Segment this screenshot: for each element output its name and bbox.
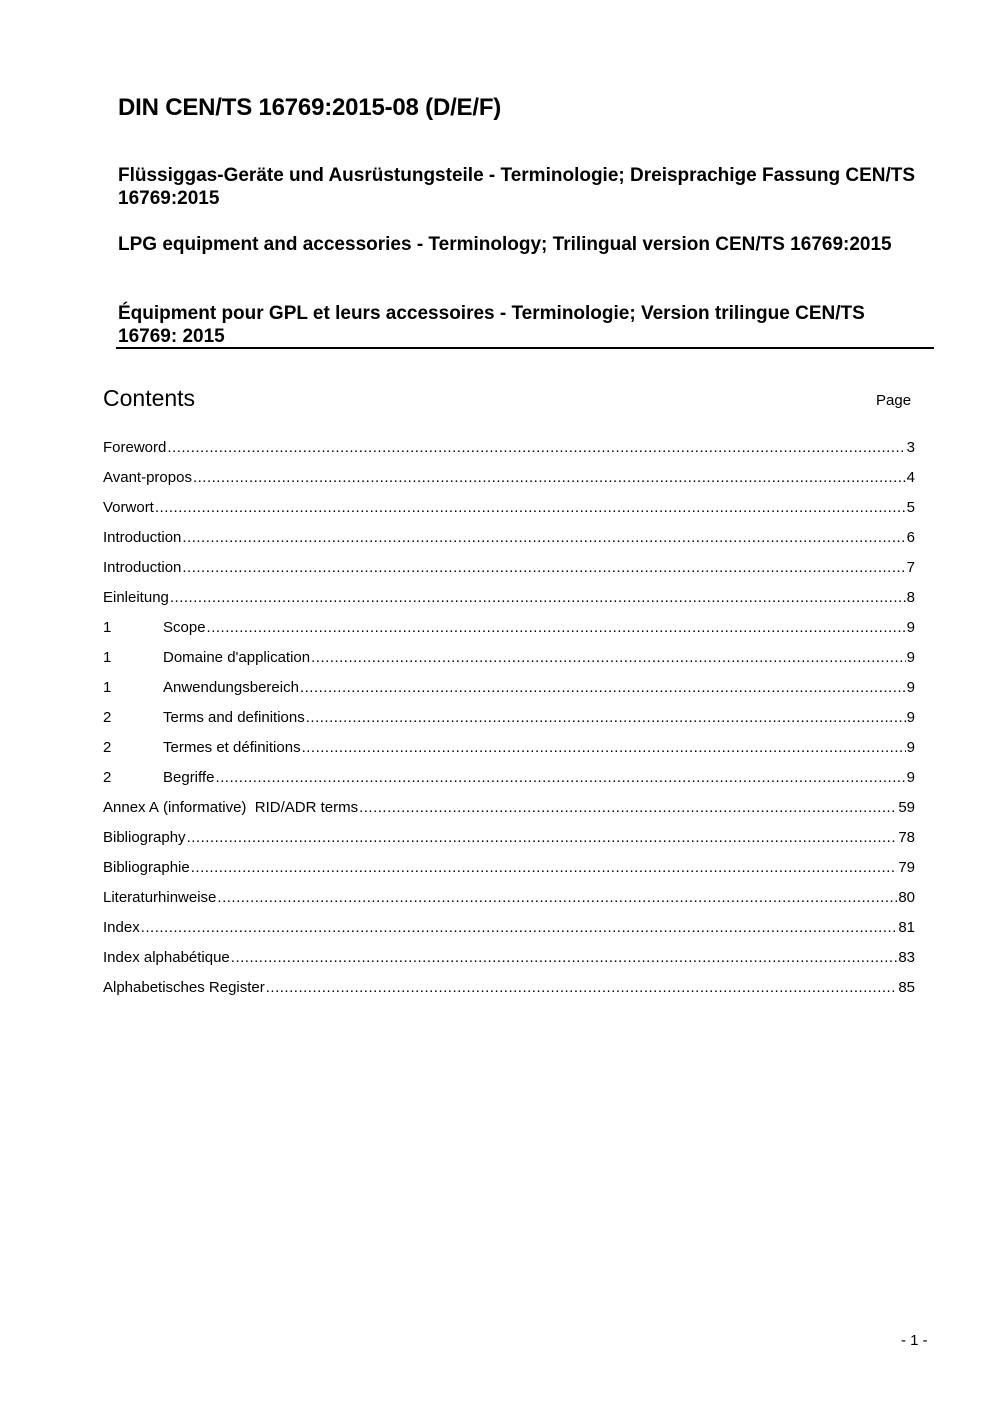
toc-entry-note: (informative) RID/ADR terms [158, 799, 359, 816]
toc-dot-leader [182, 529, 905, 546]
toc-entry-title: Begriffe [163, 769, 215, 786]
toc-entry-title: Index alphabétique [103, 949, 230, 966]
toc-dot-leader [155, 499, 906, 516]
toc-entry-scope[interactable] [103, 619, 915, 649]
toc-entry-einleitung[interactable] [103, 589, 915, 619]
toc-dot-leader [187, 829, 898, 846]
toc-entry-page: 78 [898, 829, 915, 846]
toc-entry-title: Introduction [103, 559, 182, 576]
toc-entry-bibliography[interactable] [103, 829, 915, 859]
toc-entry-page: 9 [906, 619, 915, 636]
toc-entry-number: 1 [103, 619, 112, 636]
subtitle-french: Équipment pour GPL et leurs accessoires - Terminologie; Version trilingue CEN/TS 16769: 2015 [118, 303, 865, 347]
toc-entry-terms-and-definitions[interactable] [103, 709, 915, 739]
toc-entry-index-alphabetique[interactable] [103, 949, 915, 979]
toc-entry-title: Scope [163, 619, 206, 636]
contents-heading: Contents [103, 385, 196, 411]
toc-entry-page: 9 [906, 709, 915, 726]
toc-dot-leader [215, 769, 905, 786]
toc-entry-foreword[interactable] [103, 439, 915, 469]
toc-dot-leader [302, 739, 906, 756]
toc-dot-leader [141, 919, 898, 936]
toc-entry-title: Einleitung [103, 589, 169, 606]
toc-entry-avant-propos[interactable] [103, 469, 915, 499]
toc-dot-leader [207, 619, 906, 636]
toc-entry-page: 83 [898, 949, 915, 966]
toc-entry-introduction-fr[interactable] [103, 559, 915, 589]
toc-entry-page: 3 [906, 439, 915, 456]
toc-dot-leader [182, 559, 905, 576]
toc-dot-leader [191, 859, 898, 876]
toc-entry-page: 6 [906, 529, 915, 546]
toc-entry-title: Vorwort [103, 499, 154, 516]
toc-entry-alphabetisches-register[interactable] [103, 979, 915, 1009]
toc-dot-leader [311, 649, 906, 666]
toc-dot-leader [193, 469, 906, 486]
toc-entry-domaine-application[interactable] [103, 649, 915, 679]
toc-dot-leader [167, 439, 905, 456]
toc-entry-number: 2 [103, 769, 112, 786]
toc-dot-leader [170, 589, 906, 606]
page-number: - 1 - [901, 1332, 928, 1349]
toc-dot-leader [266, 979, 898, 996]
toc-dot-leader [359, 799, 897, 816]
toc-dot-leader [300, 679, 906, 696]
toc-entry-number: 2 [103, 709, 112, 726]
toc-entry-page: 5 [906, 499, 915, 516]
header-divider [116, 347, 934, 349]
toc-entry-title: Alphabetisches Register [103, 979, 265, 996]
toc-entry-introduction-en[interactable] [103, 529, 915, 559]
toc-entry-number: 2 [103, 739, 112, 756]
toc-entry-number: 1 [103, 649, 112, 666]
table-of-contents [103, 439, 915, 1009]
toc-dot-leader [306, 709, 906, 726]
toc-entry-title: Avant-propos [103, 469, 192, 486]
toc-entry-index[interactable] [103, 919, 915, 949]
toc-entry-page: 80 [898, 889, 915, 906]
subtitle-english: LPG equipment and accessories - Terminology; Trilingual version CEN/TS 16769:2015 [118, 234, 892, 255]
toc-entry-title: Bibliographie [103, 859, 190, 876]
toc-entry-title: Index [103, 919, 140, 936]
toc-entry-page: 7 [906, 559, 915, 576]
document-title: DIN CEN/TS 16769:2015-08 (D/E/F) [118, 94, 502, 121]
toc-entry-title: Domaine d'application [163, 649, 311, 666]
subtitle-german: Flüssiggas-Geräte und Ausrüstungsteile - Terminologie; Dreisprachige Fassung CEN/TS 16769:2015 [118, 165, 916, 209]
toc-entry-annex-a[interactable] [103, 799, 915, 829]
toc-entry-bibliographie[interactable] [103, 859, 915, 889]
toc-dot-leader [217, 889, 897, 906]
toc-dot-leader [231, 949, 898, 966]
toc-entry-title: Annex A [103, 799, 159, 816]
toc-entry-title: Termes et définitions [163, 739, 301, 756]
toc-entry-page: 9 [906, 679, 915, 696]
toc-entry-page: 9 [906, 649, 915, 666]
toc-entry-termes-et-definitions[interactable] [103, 739, 915, 769]
toc-entry-title: Terms and definitions [163, 709, 305, 726]
toc-entry-literaturhinweise[interactable] [103, 889, 915, 919]
toc-entry-title: Literaturhinweise [103, 889, 217, 906]
toc-entry-title: Introduction [103, 529, 182, 546]
toc-entry-title: Foreword [103, 439, 167, 456]
toc-entry-page: 9 [906, 739, 915, 756]
toc-entry-page: 9 [906, 769, 915, 786]
toc-entry-page: 85 [898, 979, 915, 996]
toc-entry-page: 81 [898, 919, 915, 936]
toc-entry-page: 4 [906, 469, 915, 486]
toc-entry-title: Bibliography [103, 829, 186, 846]
toc-entry-page: 79 [898, 859, 915, 876]
toc-entry-page: 59 [898, 799, 915, 816]
toc-entry-anwendungsbereich[interactable] [103, 679, 915, 709]
toc-entry-begriffe[interactable] [103, 769, 915, 799]
page-column-label: Page [876, 392, 912, 409]
toc-entry-title: Anwendungsbereich [163, 679, 299, 696]
toc-entry-number: 1 [103, 679, 112, 696]
toc-entry-vorwort[interactable] [103, 499, 915, 529]
toc-entry-page: 8 [906, 589, 915, 606]
